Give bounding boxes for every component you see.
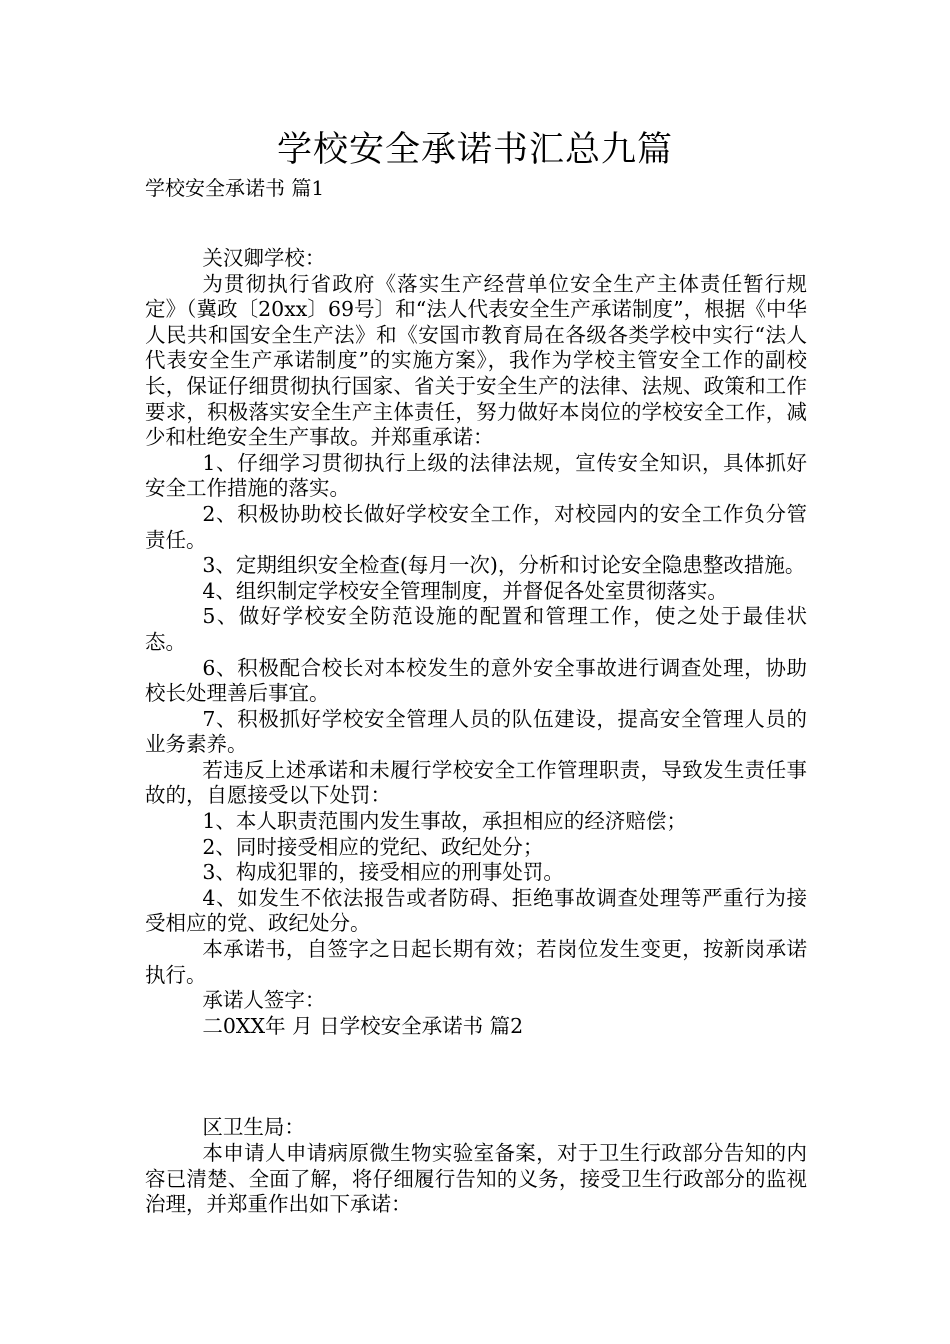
signature-line: 承诺人签字： — [202, 988, 326, 1013]
list-item: 4、如发生不依法报告或者防碍、拒绝事故调查处理等严重行为接受相应的党、政纪处分。 — [145, 885, 807, 936]
list-item: 6、积极配合校长对本校发生的意外安全事故进行调查处理，协助校长处理善后事宜。 — [145, 655, 807, 706]
paragraph: 本申请人申请病原微生物实验室备案，对于卫生行政部分告知的内容已清楚、全面了解，将仔细履行告知的义务，接受卫生行政部分的监视治理，并郑重作出如下承诺： — [145, 1141, 807, 1217]
list-item: 1、仔细学习贯彻执行上级的法律法规，宣传安全知识，具体抓好安全工作措施的落实。 — [145, 450, 807, 501]
list-item: 7、积极抓好学校安全管理人员的队伍建设，提高安全管理人员的业务素养。 — [145, 706, 807, 757]
document-title: 学校安全承诺书汇总九篇 — [276, 130, 673, 170]
document-subtitle: 学校安全承诺书 篇1 — [145, 176, 325, 200]
paragraph: 若违反上述承诺和未履行学校安全工作管理职责，导致发生责任事故的，自愿接受以下处罚： — [145, 757, 807, 808]
list-item: 5、做好学校安全防范设施的配置和管理工作，使之处于最佳状态。 — [145, 604, 807, 654]
list-item: 1、本人职责范围内发生事故，承担相应的经济赔偿； — [202, 809, 687, 834]
list-item: 3、定期组织安全检查(每月一次)，分析和讨论安全隐患整改措施。 — [202, 553, 806, 578]
paragraph-addressee: 关汉卿学校： — [202, 246, 326, 270]
date-and-section-heading: 二0XX年 月 日学校安全承诺书 篇2 — [202, 1013, 524, 1038]
paragraph: 本承诺书，自签字之日起长期有效；若岗位发生变更，按新岗承诺执行。 — [145, 937, 807, 987]
list-item: 4、组织制定学校安全管理制度，并督促各处室贯彻落实。 — [202, 578, 728, 603]
list-item: 2、积极协助校长做好学校安全工作，对校园内的安全工作负分管责任。 — [145, 501, 807, 552]
paragraph-addressee: 区卫生局： — [202, 1115, 305, 1140]
document-body — [145, 246, 807, 1218]
list-item: 3、构成犯罪的，接受相应的刑事处罚。 — [202, 860, 564, 885]
paragraph: 为贯彻执行省政府《落实生产经营单位安全生产主体责任暂行规定》（冀政〔20xx〕69号〕和“法人代表安全生产承诺制度”，根据《中华人民共和国安全生产法》和《安国市教育局在各级各类学校中实行“法人代表安全生产承诺制度”的实施方案》，我作为学校主管安全工作的副校长，保证仔细贯彻执行国家、省关于安全生产的法律、法规、政策和工作要求，积极落实安全生产主体责任，努力做好本岗位的学校安全工作，减少和杜绝安全生产事故。并郑重承诺： — [145, 271, 807, 450]
list-item: 2、同时接受相应的党纪、政纪处分； — [202, 834, 544, 859]
